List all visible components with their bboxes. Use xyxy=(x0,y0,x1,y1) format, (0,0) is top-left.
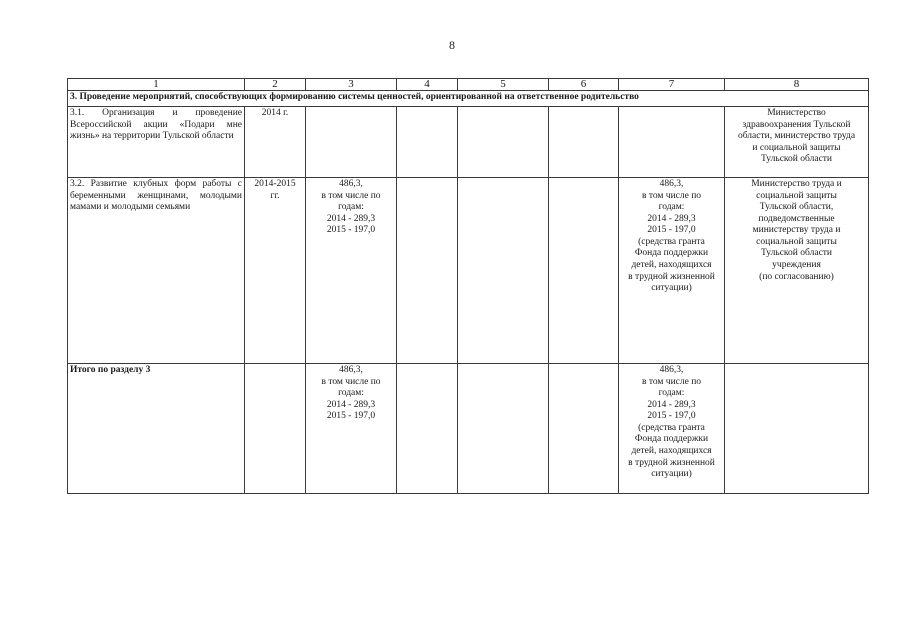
table-row xyxy=(68,107,869,178)
column-header-3: 3 xyxy=(306,79,397,91)
column-4-cell xyxy=(397,178,458,364)
column-7-cell: 486,3, в том числе по годам: 2014 - 289,3 2015 - 197,0 (средства гранта Фонда поддержки детей, находящихся в трудной жизненной ситуации) xyxy=(619,364,725,494)
section-total-row xyxy=(68,364,869,494)
column-header-4: 4 xyxy=(397,79,458,91)
activity-name-cell: 3.2. Развитие клубных форм работы с беременными женщинами, молодыми мамами и молодыми семьями xyxy=(68,178,245,364)
column-7-cell: 486,3, в том числе по годам: 2014 - 289,3 2015 - 197,0 (средства гранта Фонда поддержки детей, находящихся в трудной жизненной ситуации) xyxy=(619,178,725,364)
column-header-5: 5 xyxy=(458,79,549,91)
activity-name-cell: 3.1. Организация и проведение Всероссийской акции «Подари мне жизнь» на территории Тульской области xyxy=(68,107,245,178)
column-5-cell xyxy=(458,107,549,178)
table-row xyxy=(68,178,869,364)
column-5-cell xyxy=(458,364,549,494)
column-header-6: 6 xyxy=(549,79,619,91)
executor-cell xyxy=(725,364,869,494)
column-header-7: 7 xyxy=(619,79,725,91)
period-cell xyxy=(245,364,306,494)
column-5-cell xyxy=(458,178,549,364)
column-7-cell xyxy=(619,107,725,178)
column-header-8: 8 xyxy=(725,79,869,91)
executor-cell: Министерство труда и социальной защиты Тульской области, подведомственные министерству труда и социальной защиты Тульской области учреждения (по согласованию) xyxy=(725,178,869,364)
executor-cell: Министерство здравоохранения Тульской области, министерство труда и социальной защиты Тульской области xyxy=(725,107,869,178)
column-number-row xyxy=(68,79,869,91)
program-activities-table xyxy=(67,78,869,494)
column-4-cell xyxy=(397,364,458,494)
column-header-2: 2 xyxy=(245,79,306,91)
column-header-1: 1 xyxy=(68,79,245,91)
column-6-cell xyxy=(549,107,619,178)
period-cell: 2014 г. xyxy=(245,107,306,178)
column-4-cell xyxy=(397,107,458,178)
period-cell: 2014-2015 гг. xyxy=(245,178,306,364)
section-header-row xyxy=(68,91,869,107)
column-6-cell xyxy=(549,364,619,494)
page-number: 8 xyxy=(449,38,455,52)
section-total-label: Итого по разделу 3 xyxy=(68,364,245,494)
column-6-cell xyxy=(549,178,619,364)
total-funding-cell xyxy=(306,107,397,178)
total-funding-cell: 486,3, в том числе по годам: 2014 - 289,3 2015 - 197,0 xyxy=(306,178,397,364)
section-title: 3. Проведение мероприятий, способствующих формированию системы ценностей, ориентированной на ответственное родительство xyxy=(68,91,869,107)
total-funding-cell: 486,3, в том числе по годам: 2014 - 289,3 2015 - 197,0 xyxy=(306,364,397,494)
